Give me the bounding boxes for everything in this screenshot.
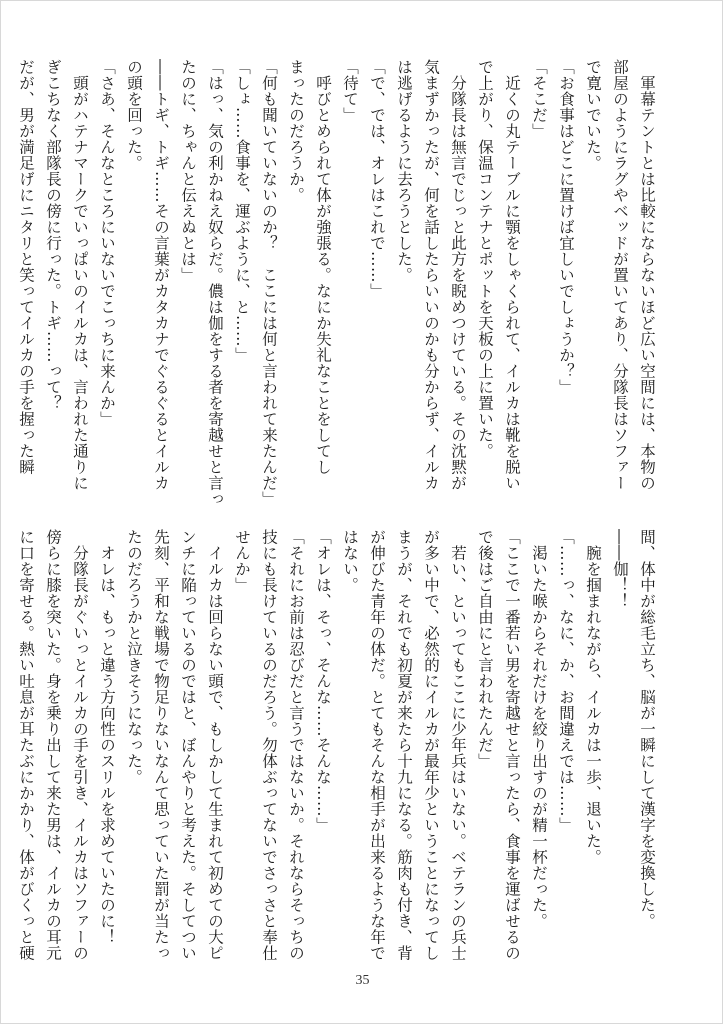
- text-line: 「それにお前は忍びだと言うではないか。それならそっちの: [287, 529, 305, 961]
- text-line: せんか」: [233, 529, 251, 593]
- text-line: 若い、といってもここに少年兵はいない。ベテランの兵士: [449, 529, 467, 961]
- text-line: 傍らに膝を突いた。身を乗り出して来た男は、イルカの耳元: [44, 529, 62, 961]
- text-line: だが、男が満足げにニタリと笑ってイルカの手を握った瞬: [17, 59, 35, 475]
- page-number: 35: [355, 973, 370, 988]
- text-line: 「はっ、気の利かねえ奴らだ。儂は伽をする者を寄越せと言っ: [206, 59, 224, 507]
- text-line: 渇いた喉からそれだけを絞り出すのが精一杯だった。: [530, 529, 548, 929]
- text-line: たのだろうかと泣きそうになった。: [125, 529, 143, 785]
- text-line: 部屋のようにラグやベッドが置いてあり、分隊長はソファー: [611, 59, 629, 491]
- text-line: 「待て」: [341, 59, 359, 123]
- text-line: 「……っ、なに、か、お間違えでは……」: [557, 529, 575, 833]
- text-line: たのに、ちゃんと伝えぬとは」: [179, 59, 197, 283]
- text-line: 軍幕テントとは比較にならないほど広い空間には、本物の: [638, 59, 656, 491]
- text-line: が多い中で、必然的にイルカが最年少ということになってし: [422, 529, 440, 961]
- text-line: 間、体中が総毛立ち、脳が一瞬にして漢字を変換した。: [638, 529, 656, 929]
- text-line: まったのだろうか。: [287, 59, 305, 203]
- text-line: 「しょ……食事を、運ぶように、と……」: [233, 59, 251, 363]
- text-line: 「さあ、そんなところにいないでこっちに来んか」: [98, 59, 116, 427]
- text-line: ンチに陥っているのではと、ぼんやりと考えた。そしてつい: [179, 529, 197, 961]
- text-line: 気まずかったが、何を話したらいいのかも分からず、イルカ: [422, 59, 440, 491]
- text-line: 先刻、平和な戦場で物足りないなんて思っていた罰が当たっ: [152, 529, 170, 961]
- text-line: が伸びた青年の体だ。とてもそんな相手が出来るような年で: [368, 529, 386, 961]
- text-line: の頭を回った。: [125, 59, 143, 171]
- text-line: ――伽！！: [611, 529, 629, 609]
- text-line: はない。: [341, 529, 359, 593]
- text-line: オレは、もっと違う方向性のスリルを求めていたのに！: [98, 529, 116, 945]
- text-line: 「そこだ」: [530, 59, 548, 139]
- text-line: 呼びとめられて体が強張る。なにか失礼なことをしてし: [314, 59, 332, 475]
- text-line: 「何も聞いていないのか？ ここには何と言われて来たんだ」: [260, 59, 278, 507]
- text-line: で後はご自由にと言われたんだ」: [476, 529, 494, 769]
- text-line: で寛いでいた。: [584, 59, 602, 171]
- text-line: ぎこちなく部隊長の傍に行った。トギ……って？: [44, 59, 62, 411]
- text-line: イルカは回らない頭で、もしかして生まれて初めての大ピ: [206, 529, 224, 961]
- text-line: 「ここで一番若い男を寄越せと言ったら、食事を運ばせるの: [503, 529, 521, 961]
- text-line: 腕を掴まれながら、イルカは一歩、退いた。: [584, 529, 602, 865]
- text-line: 「お食事はどこに置けば宜しいでしょうか？」: [557, 59, 575, 395]
- text-line: 分隊長がぐいっとイルカの手を引き、イルカはソファーの: [71, 529, 89, 961]
- text-line: 頭がハテナマークでいっぱいのイルカは、言われた通りに: [71, 59, 89, 491]
- text-line: は逃げるように去ろうとした。: [395, 59, 413, 283]
- text-block-top: [12, 59, 660, 507]
- text-line: 技にも長けているのだろう。勿体ぶってないでさっさと奉仕: [260, 529, 278, 961]
- text-line: まうが、それでも初夏が来たら十九になる。筋肉も付き、背: [395, 529, 413, 961]
- text-line: ――トギ、トギ……その言葉がカタカナでぐるぐるとイルカ: [152, 59, 170, 491]
- text-line: で上がり、保温コンテナとポットを天板の上に置いた。: [476, 59, 494, 459]
- text-line: に口を寄せる。熱い吐息が耳たぶにかかり、体がびくっと硬: [17, 529, 35, 961]
- text-line: 「で、では、オレはこれで……」: [368, 59, 386, 299]
- text-block-bottom: [12, 529, 660, 961]
- text-line: 「オレは、そっ、そんな……そんな……」: [314, 529, 332, 833]
- text-line: 近くの丸テーブルに顎をしゃくられて、イルカは靴を脱い: [503, 59, 521, 491]
- text-line: 分隊長は無言でじっと此方を睨めつけている。その沈黙が: [449, 59, 467, 491]
